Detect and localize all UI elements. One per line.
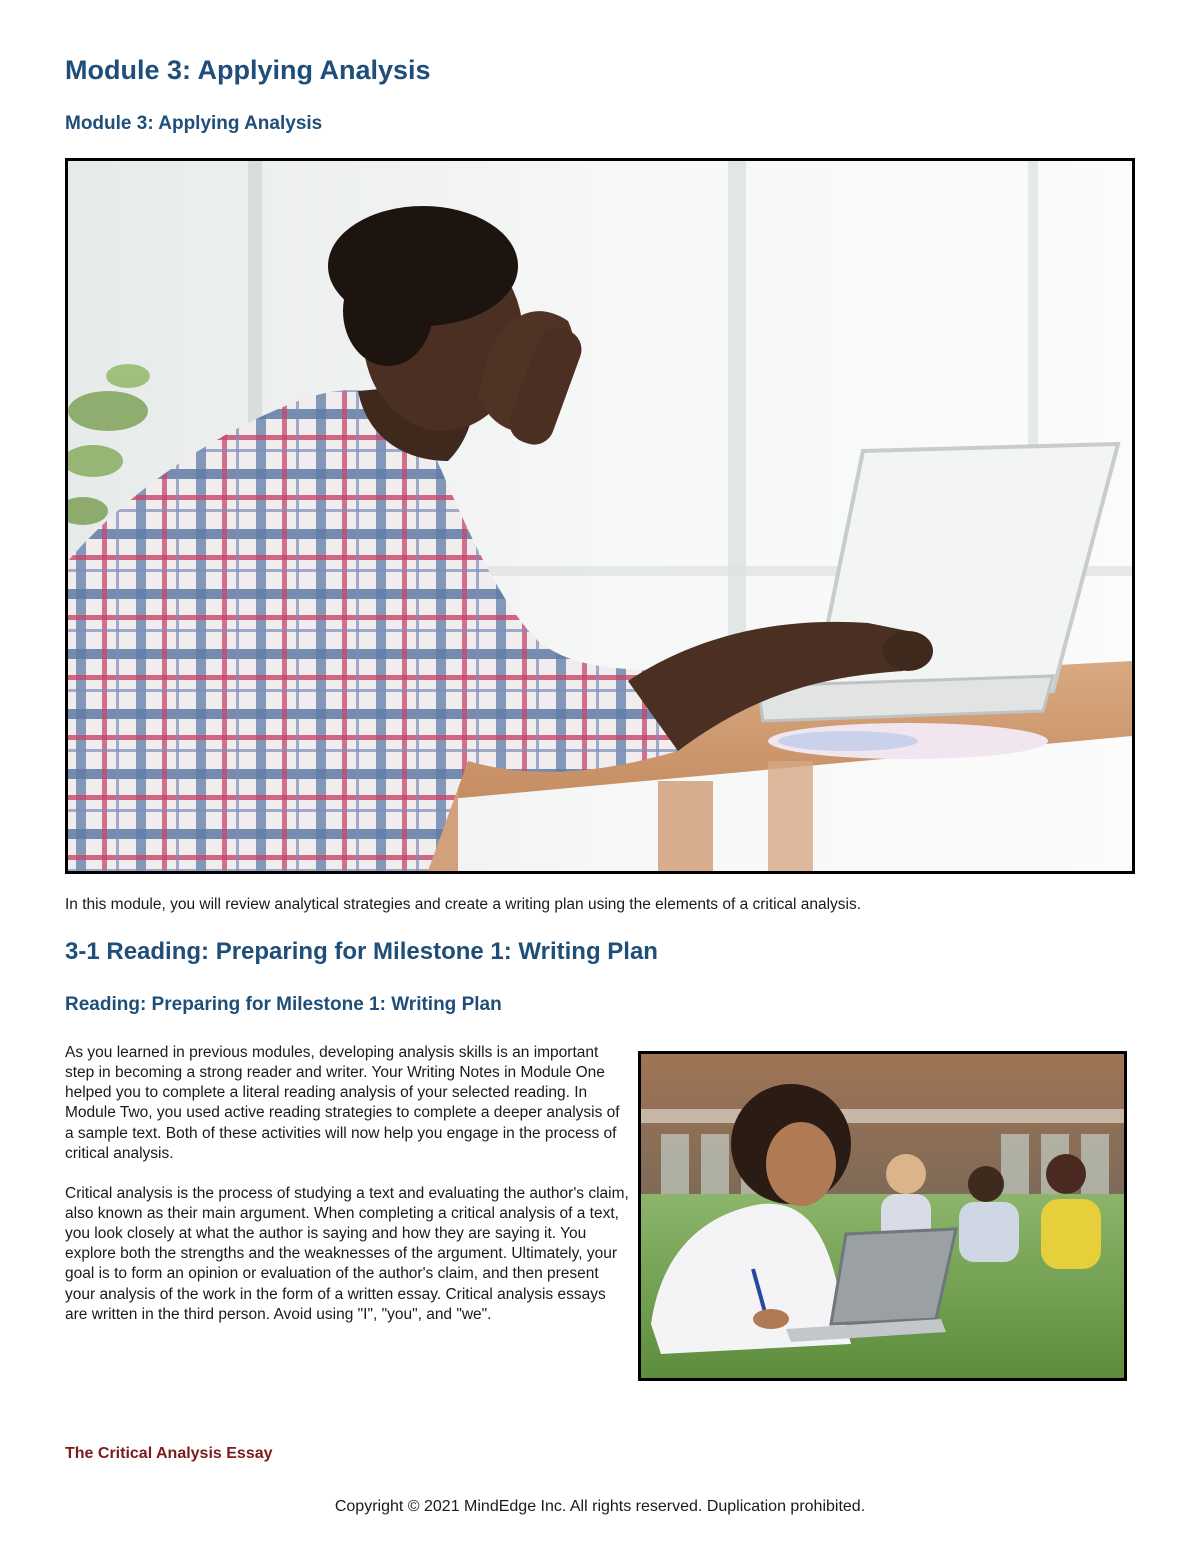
page-subtitle: Module 3: Applying Analysis	[65, 113, 323, 134]
reading-body	[65, 1043, 630, 1345]
body-paragraph: As you learned in previous modules, developing analysis skills is an important step in becoming a strong reader and writer. Your Writing Notes in Module One helped you to complete a literal reading analysis of your selected reading. In Module Two, you used active reading strategies to complete a deeper analysis of a sample text. Both of these activities will now help you engage in the process of critical analysis.	[65, 1044, 620, 1162]
side-photo-student-on-grass	[638, 1051, 1127, 1381]
essay-heading: The Critical Analysis Essay	[65, 1445, 273, 1462]
body-paragraph: Critical analysis is the process of studying a text and evaluating the author's claim, also known as their main argument. When completing a critical analysis of a text, you look closely at what the author is saying and how they are saying it. You explore both the strengths and the weaknesses of the argument. Ultimately, your goal is to form an opinion or evaluation of the author's claim, and then present your analysis of the work in the form of a written essay. Critical analysis essays are written in the third person. Avoid using "I", "you", and "we".	[65, 1184, 629, 1323]
section-subheading: Reading: Preparing for Milestone 1: Writing Plan	[65, 994, 502, 1015]
intro-text: In this module, you will review analytical strategies and create a writing plan using the elements of a critical analysis.	[65, 896, 862, 913]
hero-photo-man-at-laptop	[65, 158, 1135, 874]
side-photo-illustration	[641, 1054, 1124, 1378]
section-heading: 3-1 Reading: Preparing for Milestone 1: Writing Plan	[65, 938, 658, 965]
footer-copyright: Copyright © 2021 MindEdge Inc. All rights reserved. Duplication prohibited.	[334, 1498, 866, 1515]
page-title: Module 3: Applying Analysis	[65, 55, 431, 85]
hero-photo-illustration	[68, 161, 1132, 871]
